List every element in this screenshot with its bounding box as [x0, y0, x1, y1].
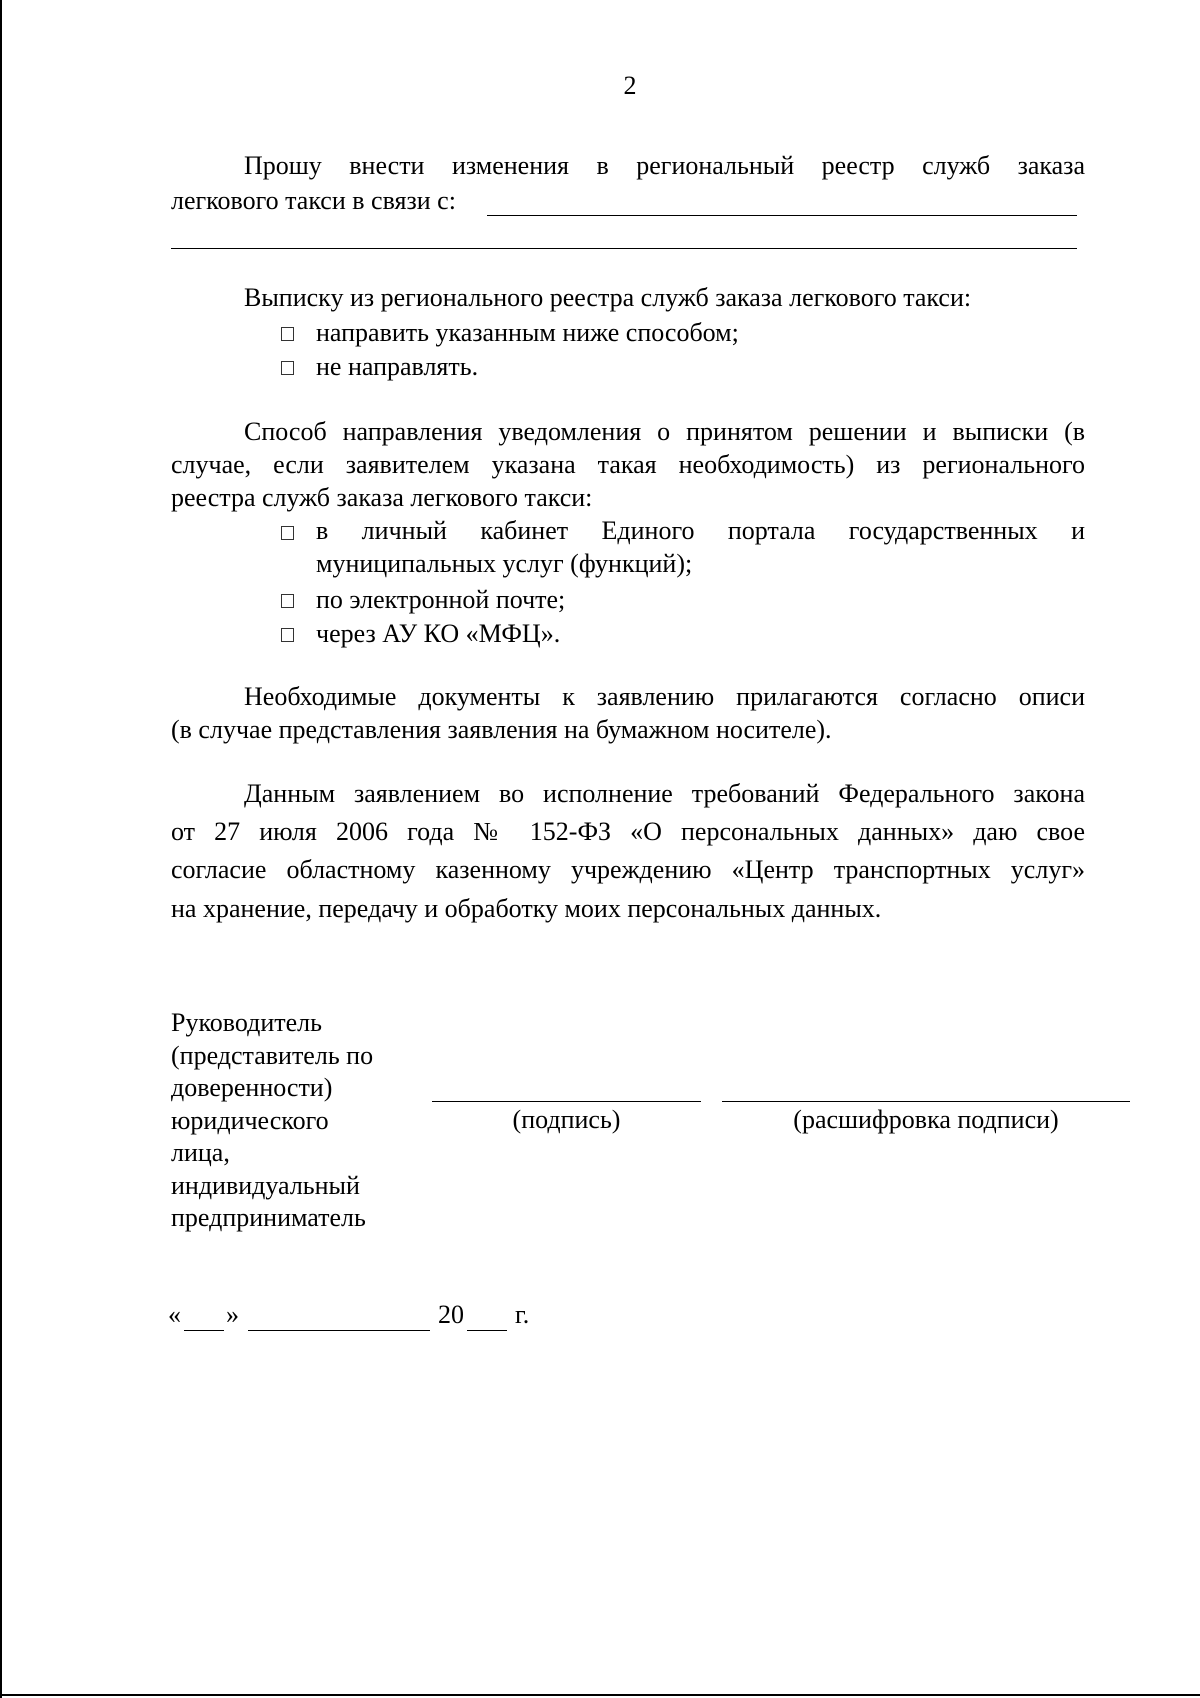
signature-caption: (подпись) [512, 1105, 621, 1134]
reason-field-line-2[interactable] [171, 248, 1077, 249]
delivery-para-line-1: Способ направления уведомления о принятом решении и выписки (в [244, 417, 1085, 446]
signatory-role-line-1: Руководитель [171, 1008, 322, 1037]
documents-line-2: (в случае представления заявления на бумажном носителе). [171, 715, 832, 744]
delivery-option-cabinet-line-2: муниципальных услуг (функций); [316, 549, 693, 578]
extract-title: Выписку из регионального реестра служб заказа легкового такси: [244, 283, 972, 312]
date-year-suffix: г. [515, 1300, 530, 1329]
signature-field-line[interactable] [432, 1101, 701, 1102]
signatory-role-line-2: (представитель по [171, 1040, 374, 1070]
delivery-option-cabinet-line-1: в личный кабинет Единого портала государственных и [316, 516, 1085, 545]
date-month-field[interactable] [248, 1330, 430, 1331]
consent-line-4: на хранение, передачу и обработку моих персональных данных. [171, 894, 882, 923]
delivery-option-mfc: через АУ КО «МФЦ». [316, 619, 561, 648]
consent-line-1: Данным заявлением во исполнение требований Федерального закона [244, 779, 1085, 808]
extract-send-checkbox[interactable] [281, 327, 294, 341]
date-year-field[interactable] [467, 1330, 507, 1331]
delivery-mfc-checkbox[interactable] [281, 628, 294, 642]
date-day-field[interactable] [184, 1330, 224, 1331]
date-year-prefix: 20 [438, 1300, 464, 1329]
date-open-quote: « [168, 1300, 181, 1329]
delivery-email-checkbox[interactable] [281, 594, 294, 608]
consent-line-3: согласие областному казенному учреждению «Центр транспортных услуг» [171, 855, 1085, 884]
page-border-bottom [0, 1694, 1200, 1696]
delivery-cabinet-checkbox[interactable] [281, 526, 294, 540]
signatory-role-line-7: предприниматель [171, 1203, 366, 1232]
extract-no-send-checkbox[interactable] [281, 361, 294, 375]
reason-field-line-1[interactable] [487, 215, 1077, 216]
extract-option-no-send: не направлять. [316, 352, 479, 381]
delivery-para-line-3: реестра служб заказа легкового такси: [171, 483, 593, 512]
consent-line-2: от 27 июля 2006 года № 152-ФЗ «О персональных данных» даю свое [171, 817, 1085, 846]
signature-decryption-field-line[interactable] [722, 1101, 1130, 1102]
signatory-role-line-5: лица, [171, 1138, 230, 1167]
page-number: 2 [623, 71, 637, 100]
request-line-2: легкового такси в связи с: [171, 186, 456, 215]
page-border-left [0, 0, 2, 1698]
date-close-quote: » [226, 1300, 239, 1329]
extract-option-send: направить указанным ниже способом; [316, 318, 739, 347]
signature-decryption-caption: (расшифровка подписи) [793, 1105, 1059, 1134]
delivery-para-line-2: случае, если заявителем указана такая необходимость) из регионального [171, 450, 1085, 479]
request-line-1: Прошу внести изменения в региональный реестр служб заказа [244, 151, 1085, 180]
signatory-role-line-6: индивидуальный [171, 1170, 360, 1200]
delivery-option-email: по электронной почте; [316, 585, 566, 614]
signatory-role-line-4: юридического [171, 1105, 329, 1135]
signatory-role-line-3: доверенности) [171, 1073, 333, 1102]
documents-line-1: Необходимые документы к заявлению прилагаются согласно описи [244, 682, 1085, 711]
